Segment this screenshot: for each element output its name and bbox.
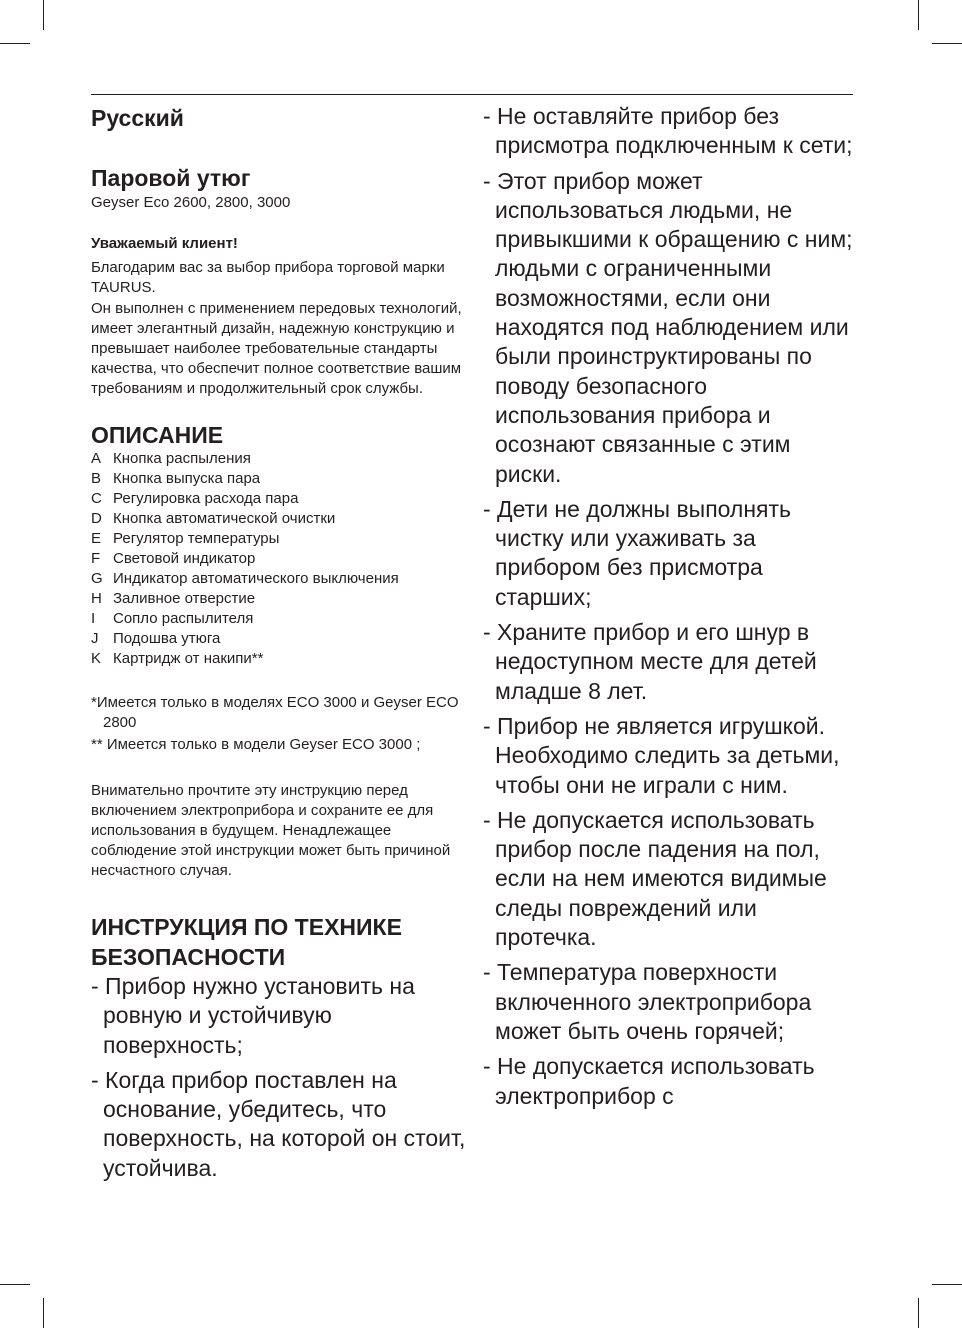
part-name: Световой индикатор — [113, 550, 256, 567]
part-letter: D — [91, 510, 102, 527]
crop-mark — [932, 1284, 962, 1285]
part-letter: F — [91, 550, 101, 567]
part-letter: A — [91, 450, 102, 467]
list-item — [91, 589, 469, 609]
safety-item: - Прибор нужно установить на ровную и устойчивую поверхность; — [91, 973, 415, 1058]
list-item — [91, 549, 469, 569]
list-item — [91, 489, 469, 509]
list-item — [91, 569, 469, 589]
footnote: ** Имеется только в модели Geyser ECO 3000 ; — [91, 736, 421, 753]
part-name: Картридж от накипи** — [113, 650, 264, 667]
safety-item: - Не допускается использовать электроприбор с — [483, 1053, 815, 1109]
crop-mark — [918, 0, 919, 30]
header-rule — [91, 94, 853, 95]
parts-list — [91, 449, 469, 669]
safety-item: - Не оставляйте прибор без присмотра подключенным к сети; — [483, 103, 853, 159]
part-name: Кнопка распыления — [113, 450, 251, 467]
crop-mark — [918, 1298, 919, 1328]
list-item — [91, 649, 469, 669]
intro-paragraph: Благодарим вас за выбор прибора торговой марки TAURUS. — [91, 259, 445, 296]
part-letter: C — [91, 490, 102, 507]
language-label: Русский — [91, 105, 184, 131]
safety-list-right — [483, 102, 855, 1111]
part-name: Регулировка расхода пара — [113, 490, 299, 507]
footnote: *Имеется только в моделях ECO 3000 и Geyser ECO 2800 — [91, 694, 459, 731]
part-name: Регулятор температуры — [113, 530, 280, 547]
part-letter: H — [91, 590, 102, 607]
part-letter: J — [91, 630, 99, 647]
part-name: Кнопка автоматической очистки — [113, 510, 336, 527]
part-name: Подошва утюга — [113, 630, 221, 647]
crop-mark — [0, 1284, 30, 1285]
read-instructions-warning: Внимательно прочтите эту инструкцию перед включением электроприбора и сохраните ее для использования в будущем. Ненадлежащее соблюдение этой инструкции может быть причиной несчастного случая. — [91, 782, 451, 879]
list-item — [91, 529, 469, 549]
part-name: Заливное отверстие — [113, 590, 256, 607]
right-column — [483, 102, 855, 1117]
crop-mark — [43, 1298, 44, 1328]
safety-item: - Когда прибор поставлен на основание, убедитесь, что поверхность, на которой он стоит, устойчива. — [91, 1066, 466, 1181]
safety-item: - Дети не должны выполнять чистку или ухаживать за прибором без присмотра старших; — [483, 495, 792, 610]
part-letter: G — [91, 570, 103, 587]
part-letter: B — [91, 470, 102, 487]
list-item — [91, 629, 469, 649]
list-item — [91, 509, 469, 529]
crop-mark — [43, 0, 44, 30]
description-heading: ОПИСАНИЕ — [91, 422, 224, 448]
safety-item: - Прибор не является игрушкой. Необходимо следить за детьми, чтобы они не играли с ним. — [483, 712, 840, 798]
crop-mark — [932, 43, 962, 44]
list-item — [91, 609, 469, 629]
safety-item: - Не допускается использовать прибор после падения на пол, если на нем имеются видимые следы повреждений или протечка. — [483, 806, 827, 951]
part-letter: E — [91, 530, 102, 547]
product-title: Паровой утюг — [91, 165, 251, 191]
part-name: Индикатор автоматического выключения — [113, 570, 399, 587]
intro-paragraph: Он выполнен с применением передовых технологий, имеет элегантный дизайн, надежную конструкцию и превышает наиболее требовательные стандарты качества, что обеспечит полное соответствие вашим требованиям и продолжительный срок службы. — [91, 300, 462, 397]
list-item — [91, 469, 469, 489]
model-numbers: Geyser Eco 2600, 2800, 3000 — [91, 194, 291, 211]
greeting: Уважаемый клиент! — [91, 235, 238, 252]
safety-item: - Температура поверхности включенного электроприбора может быть очень горячей; — [483, 959, 812, 1044]
part-name: Сопло распылителя — [113, 610, 254, 627]
safety-list-left — [91, 972, 469, 1183]
left-column — [91, 102, 469, 1189]
safety-item: - Этот прибор может использоваться людьми, не привыкшими к обращению с ним; людьми с ограниченными возможностями, если они находятся под наблюдением или были проинструктированы по поводу безопасного использования прибора и осознают связанные с этим риски. — [483, 167, 853, 487]
safety-item: - Храните прибор и его шнур в недоступном месте для детей младше 8 лет. — [483, 619, 817, 704]
part-name: Кнопка выпуска пара — [113, 470, 261, 487]
part-letter: K — [91, 650, 102, 667]
safety-heading: ИНСТРУКЦИЯ ПО ТЕХНИКЕ БЕЗОПАСНОСТИ — [91, 914, 402, 970]
part-letter: I — [91, 610, 96, 627]
crop-mark — [0, 43, 30, 44]
list-item — [91, 449, 469, 469]
